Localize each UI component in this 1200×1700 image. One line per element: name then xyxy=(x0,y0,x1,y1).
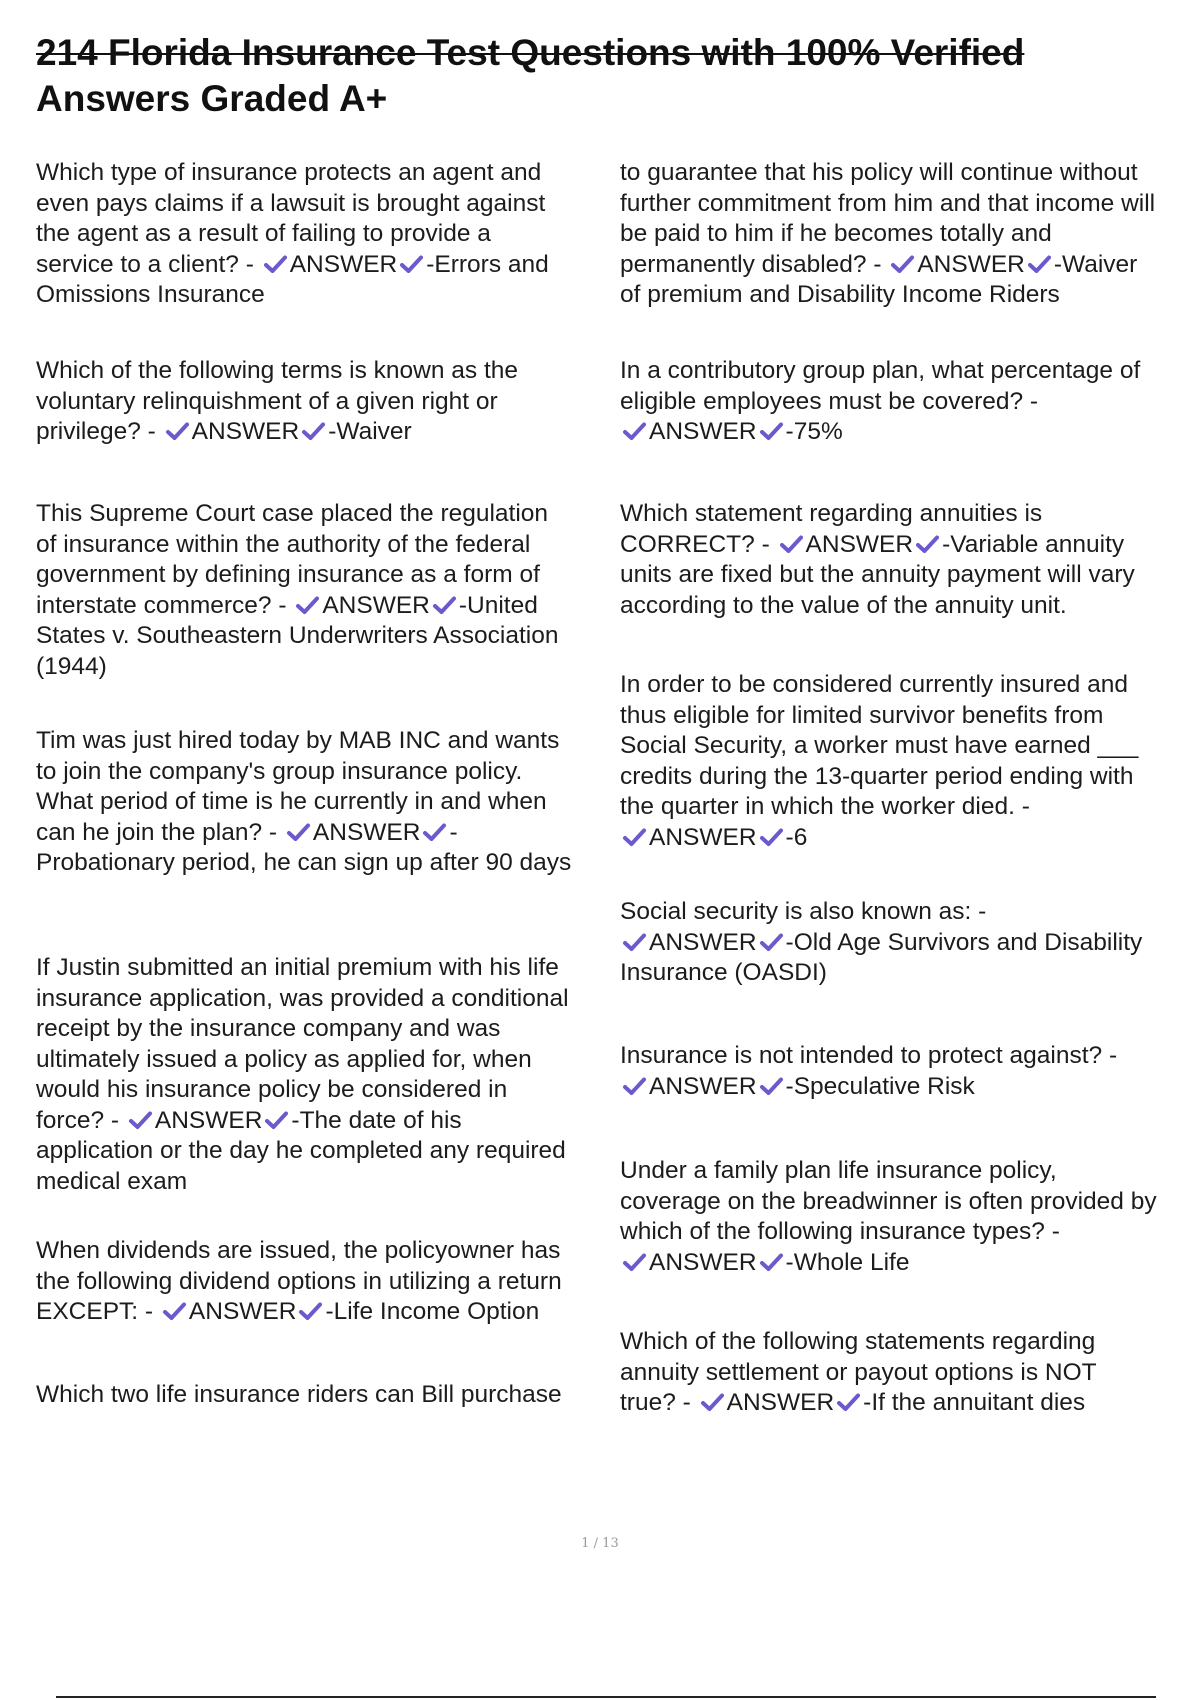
checkmark-icon xyxy=(162,1301,187,1321)
answer-text: -Life Income Option xyxy=(325,1298,540,1325)
answer-line xyxy=(620,824,807,851)
title-line-1: 214 Florida Insurance Test Questions with 100% Verified xyxy=(36,32,1025,73)
question-line: In order to be considered currently insured and xyxy=(620,671,1128,698)
answer-text: -United xyxy=(458,591,538,619)
question-answer-item xyxy=(36,499,606,682)
question-tail: permanently disabled? - xyxy=(620,250,882,278)
question-line: Tim was just hired today by MAB INC and wants xyxy=(36,727,560,754)
checkmark-icon xyxy=(432,595,457,615)
question-line: Which of the following statements regarding xyxy=(620,1328,1096,1355)
answer-text: -Whole Life xyxy=(785,1248,910,1276)
checkmark-icon xyxy=(263,254,288,274)
answer-label: ANSWER xyxy=(289,250,398,278)
checkmark-icon xyxy=(1027,254,1052,274)
question-tail: privilege? - xyxy=(36,418,156,445)
question-line: thus eligible for limited survivor benefits from xyxy=(620,701,1104,729)
answer-continuation: units are fixed but the annuity payment will vary according to the value of the annuity unit. xyxy=(620,561,1135,619)
answer-text: -Waiver xyxy=(328,418,412,445)
checkmark-icon xyxy=(779,534,804,554)
question-line: What period of time is he currently in and when xyxy=(36,788,547,815)
question-answer-item xyxy=(620,499,1200,621)
checkmark-icon xyxy=(422,822,447,842)
question-answer-item xyxy=(36,1236,606,1328)
bottom-divider xyxy=(56,1696,1156,1698)
question-answer-item xyxy=(620,1327,1200,1419)
question-line: insurance application, was provided a conditional xyxy=(36,984,569,1012)
question-line: Insurance is not intended to protect against? - xyxy=(620,1042,1118,1069)
question-answer-item xyxy=(620,897,1200,989)
question-line: Social Security, a worker must have earned ___ xyxy=(620,732,1139,759)
answer-label: ANSWER xyxy=(649,1072,757,1100)
question-line: Which of the following terms is known as the xyxy=(36,357,519,384)
checkmark-icon xyxy=(890,254,915,274)
question-line: Which statement regarding annuities is xyxy=(620,500,1043,527)
question-answer-item xyxy=(620,1156,1200,1278)
checkmark-icon xyxy=(286,822,311,842)
question-tail: true? - xyxy=(620,1389,691,1416)
question-line: government by defining insurance as a form of xyxy=(36,561,540,588)
checkmark-icon xyxy=(128,1110,153,1130)
question-line: Social security is also known as: - xyxy=(620,898,987,925)
answer-label: ANSWER xyxy=(805,530,914,558)
answer-text: -If the annuitant dies xyxy=(863,1389,1086,1416)
question-line: Under a family plan life insurance policy, xyxy=(620,1157,1057,1184)
checkmark-icon xyxy=(759,1076,784,1096)
answer-label: ANSWER xyxy=(154,1106,263,1134)
question-line: the agent as a result of failing to provide a xyxy=(36,220,491,247)
answer-line xyxy=(36,819,458,846)
answer-line xyxy=(620,1249,909,1276)
question-answer-item xyxy=(36,158,606,311)
answer-label: ANSWER xyxy=(322,591,430,619)
answer-line xyxy=(620,1389,1085,1416)
answer-text: -6 xyxy=(785,823,808,851)
checkmark-icon xyxy=(622,827,647,847)
checkmark-icon xyxy=(295,595,320,615)
answer-text: -Variable annuity xyxy=(942,530,1125,558)
question-line: voluntary relinquishment of a given right or xyxy=(36,387,498,415)
checkmark-icon xyxy=(915,534,940,554)
question-tail: force? - xyxy=(36,1106,120,1134)
question-line: the quarter in which the worker died. - xyxy=(620,793,1030,820)
question-line: This Supreme Court case placed the regulation xyxy=(36,500,549,527)
answer-continuation: of premium and Disability Income Riders xyxy=(620,281,1060,308)
checkmark-icon xyxy=(622,1076,647,1096)
answer-text: -Old Age Survivors and Disability xyxy=(785,928,1143,956)
answer-continuation: Omissions Insurance xyxy=(36,281,265,308)
answer-label: ANSWER xyxy=(649,418,757,445)
checkmark-icon xyxy=(759,421,784,441)
question-tail: can he join the plan? - xyxy=(36,818,278,846)
answer-label: ANSWER xyxy=(917,250,1025,278)
checkmark-icon xyxy=(622,932,647,952)
answer-label: ANSWER xyxy=(649,1248,757,1276)
checkmark-icon xyxy=(700,1392,725,1412)
answer-continuation: States v. Southeastern Underwriters Association (1944) xyxy=(36,622,559,680)
question-tail: CORRECT? - xyxy=(620,530,770,558)
checkmark-icon xyxy=(264,1110,289,1130)
right-column xyxy=(620,0,1200,1560)
answer-line xyxy=(36,1107,462,1134)
answer-line xyxy=(620,929,1142,956)
question-line: receipt by the insurance company and was xyxy=(36,1015,501,1042)
question-answer-item xyxy=(36,356,606,448)
question-line: even pays claims if a lawsuit is brought against xyxy=(36,189,546,217)
question-line: to join the company's group insurance policy. xyxy=(36,757,523,785)
answer-text: - xyxy=(449,818,458,846)
question-line: to guarantee that his policy will continue without xyxy=(620,159,1138,186)
answer-label: ANSWER xyxy=(726,1389,835,1416)
answer-line xyxy=(620,1073,975,1100)
question-line: eligible employees must be covered? - xyxy=(620,387,1039,415)
checkmark-icon xyxy=(836,1392,861,1412)
answer-line xyxy=(620,531,1124,558)
title-line-2: Answers Graded A+ xyxy=(36,78,388,119)
question-answer-item xyxy=(620,158,1200,311)
answer-text: -The date of his xyxy=(291,1106,462,1134)
question-line: If Justin submitted an initial premium with his life xyxy=(36,954,559,981)
checkmark-icon xyxy=(399,254,424,274)
question-line: In a contributory group plan, what percentage of xyxy=(620,357,1141,384)
question-line: annuity settlement or payout options is NOT xyxy=(620,1358,1097,1386)
checkmark-icon xyxy=(301,421,326,441)
answer-line xyxy=(36,1298,539,1325)
question-answer-item xyxy=(620,1041,1200,1102)
checkmark-icon xyxy=(759,1252,784,1272)
answer-line xyxy=(36,418,412,445)
answer-continuation: application or the day he completed any required medical exam xyxy=(36,1137,566,1195)
question-line: coverage on the breadwinner is often provided by xyxy=(620,1187,1157,1215)
question-line: further commitment from him and that income will xyxy=(620,189,1156,217)
question-line: of insurance within the authority of the federal xyxy=(36,530,531,558)
answer-label: ANSWER xyxy=(188,1298,297,1325)
question-line: be paid to him if he becomes totally and xyxy=(620,220,1052,247)
answer-line xyxy=(36,251,549,278)
question-line: ultimately issued a policy as applied for, when xyxy=(36,1045,532,1073)
answer-line xyxy=(620,418,843,445)
question-line: When dividends are issued, the policyowner has xyxy=(36,1237,561,1264)
left-column xyxy=(36,0,606,1560)
question-line: which of the following insurance types? - xyxy=(620,1218,1060,1245)
checkmark-icon xyxy=(165,421,190,441)
checkmark-icon xyxy=(759,827,784,847)
answer-line xyxy=(36,592,538,619)
answer-label: ANSWER xyxy=(649,823,757,851)
question-answer-item xyxy=(620,356,1200,448)
answer-continuation: Insurance (OASDI) xyxy=(620,959,827,986)
question-line: the following dividend options in utilizing a return xyxy=(36,1267,562,1295)
answer-text: -75% xyxy=(785,418,843,445)
checkmark-icon xyxy=(622,421,647,441)
answer-label: ANSWER xyxy=(312,818,421,846)
checkmark-icon xyxy=(298,1301,323,1321)
question-tail: interstate commerce? - xyxy=(36,591,287,619)
answer-text: -Speculative Risk xyxy=(785,1072,975,1100)
checkmark-icon xyxy=(759,932,784,952)
question-answer-item xyxy=(620,670,1200,853)
question-answer-item xyxy=(36,1380,606,1411)
page-number: 1 / 13 xyxy=(581,1536,619,1551)
question-line: credits during the 13-quarter period ending with xyxy=(620,762,1134,790)
question-answer-item xyxy=(36,726,606,879)
question-line: Which type of insurance protects an agent and xyxy=(36,159,542,186)
answer-label: ANSWER xyxy=(191,418,300,445)
answer-label: ANSWER xyxy=(649,928,757,956)
answer-continuation: Probationary period, he can sign up after 90 days xyxy=(36,849,572,876)
question-line: Which two life insurance riders can Bill purchase xyxy=(36,1381,562,1408)
answer-text: -Waiver xyxy=(1053,250,1138,278)
answer-line xyxy=(620,251,1137,278)
answer-text: -Errors and xyxy=(426,250,549,278)
question-tail: EXCEPT: - xyxy=(36,1298,154,1325)
checkmark-icon xyxy=(622,1252,647,1272)
question-tail: service to a client? - xyxy=(36,250,254,278)
question-answer-item xyxy=(36,953,606,1197)
question-line: would his insurance policy be considered in xyxy=(36,1076,508,1103)
